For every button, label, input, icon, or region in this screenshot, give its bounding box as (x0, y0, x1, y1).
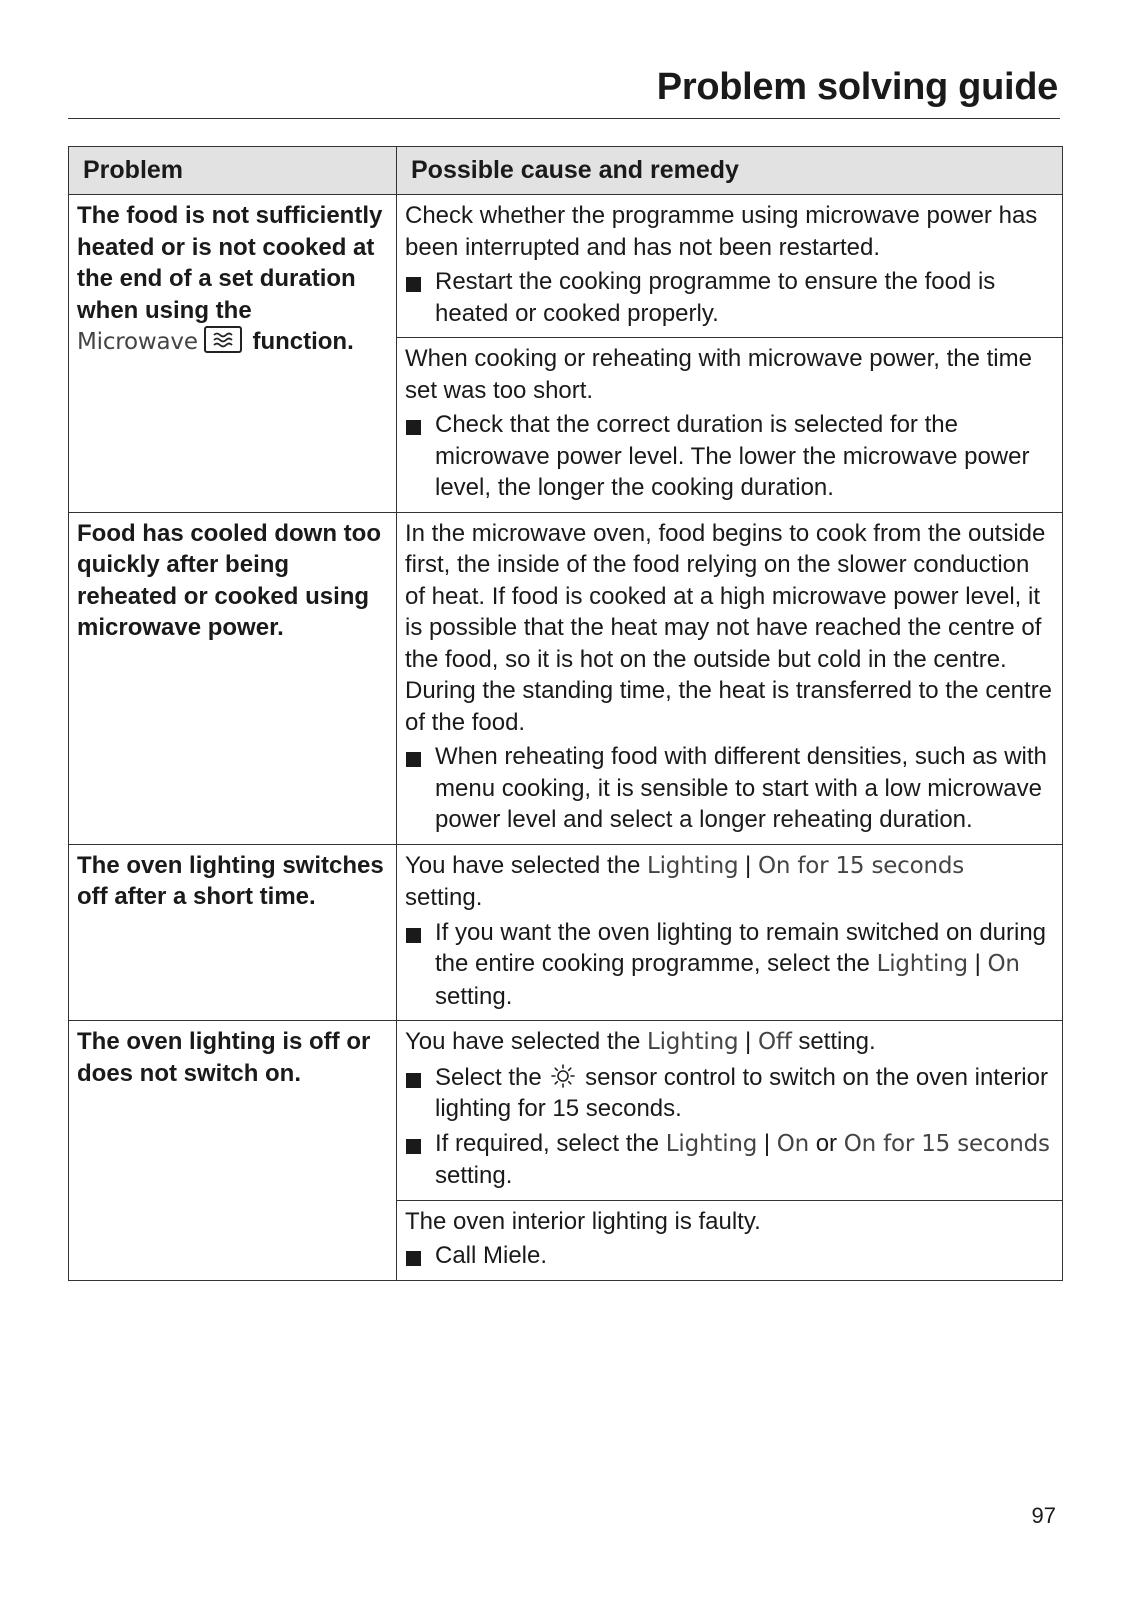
column-header-problem: Problem (69, 147, 397, 195)
remedy-bullet (405, 266, 1054, 329)
problem-cell: Food has cooled down too quickly after being reheated or cooked using microwave power. (69, 512, 397, 844)
table-row (69, 1021, 1063, 1201)
remedy-text: When reheating food with different densities, such as with menu cooking, it is sensible to start with a low microwave power level and select a longer reheating duration. (435, 743, 1047, 833)
ui-term-on-15s: On for 15 seconds (757, 852, 965, 879)
ui-term-on: On (987, 951, 1020, 977)
problem-cell (69, 195, 397, 513)
table-row (69, 844, 1063, 1021)
remedy-text: Select the sensor control to switch on the oven interior lighting for 15 seconds. (435, 1063, 1048, 1122)
remedy-text: Check that the correct duration is selected for the microwave power level. The lower the microwave power level, the longer the cooking duration. (435, 411, 1030, 501)
title-divider (68, 118, 1060, 119)
problem-text: The food is not sufficiently heated or is not cooked at the end of a set duration when using the (77, 202, 383, 324)
cause-text: You have selected the Lighting | Off setting. (405, 1028, 876, 1055)
bullet-square-icon (405, 917, 435, 1013)
bullet-square-icon (405, 409, 435, 504)
table-row (69, 512, 1063, 844)
problem-cell: The oven lighting is off or does not switch on. (69, 1021, 397, 1281)
remedy-bullet (405, 1062, 1054, 1125)
ui-term-microwave: Microwave (77, 329, 198, 355)
bullet-square-icon (405, 1128, 435, 1192)
table-header-row (69, 147, 1063, 195)
bullet-square-icon (405, 1062, 435, 1125)
cause-cell (397, 512, 1063, 844)
problem-text-end: function. (252, 328, 354, 355)
cause-cell (397, 1021, 1063, 1201)
remedy-bullet (405, 741, 1054, 836)
ui-term-lighting: Lighting (646, 1029, 739, 1055)
cause-text: Check whether the programme using microwave power has been interrupted and has not been restarted. (405, 202, 1038, 261)
problem-solving-table (68, 146, 1063, 1281)
remedy-bullet (405, 1240, 1054, 1272)
remedy-text: If required, select the Lighting | On or On for 15 seconds setting. (435, 1129, 1050, 1189)
ui-term-on-15s: On for 15 seconds (843, 1130, 1050, 1157)
microwave-icon (204, 326, 242, 353)
cause-cell (397, 338, 1063, 513)
remedy-text: If you want the oven lighting to remain switched on during the entire cooking programme, select the Lighting | On setting. (435, 918, 1047, 1010)
sun-icon (550, 1063, 576, 1089)
cause-cell (397, 844, 1063, 1021)
bullet-square-icon (405, 1240, 435, 1272)
cause-cell (397, 195, 1063, 338)
remedy-bullet (405, 917, 1054, 1013)
column-header-cause: Possible cause and remedy (397, 147, 1063, 195)
bullet-square-icon (405, 741, 435, 836)
ui-term-lighting: Lighting (876, 951, 968, 977)
ui-term-on: On (776, 1130, 810, 1157)
remedy-bullet (405, 1128, 1054, 1192)
ui-term-lighting: Lighting (665, 1130, 758, 1157)
cause-text: You have selected the Lighting | On for 15 seconds setting. (405, 851, 965, 911)
bullet-square-icon (405, 266, 435, 329)
problem-cell: The oven lighting switches off after a short time. (69, 844, 397, 1021)
remedy-text: Call Miele. (435, 1242, 548, 1269)
cause-text: When cooking or reheating with microwave power, the time set was too short. (405, 345, 1032, 404)
page-title: Problem solving guide (656, 66, 1058, 108)
remedy-text: Restart the cooking programme to ensure the food is heated or cooked properly. (435, 268, 996, 327)
ui-term-lighting: Lighting (646, 852, 739, 879)
cause-cell (397, 1200, 1063, 1280)
cause-text: The oven interior lighting is faulty. (405, 1207, 761, 1235)
page-number: 97 (1031, 1503, 1056, 1528)
ui-term-off: Off (757, 1029, 792, 1055)
remedy-bullet (405, 409, 1054, 504)
cause-text: In the microwave oven, food begins to cook from the outside first, the inside of the food relying on the slower conduction of heat. If food is cooked at a high microwave power level, it is possible that the heat may not have reached the centre of the food, so it is hot on the outside but cold in the centre. During the standing time, the heat is transferred to the centre of the food. (405, 519, 1053, 736)
table-row (69, 195, 1063, 338)
